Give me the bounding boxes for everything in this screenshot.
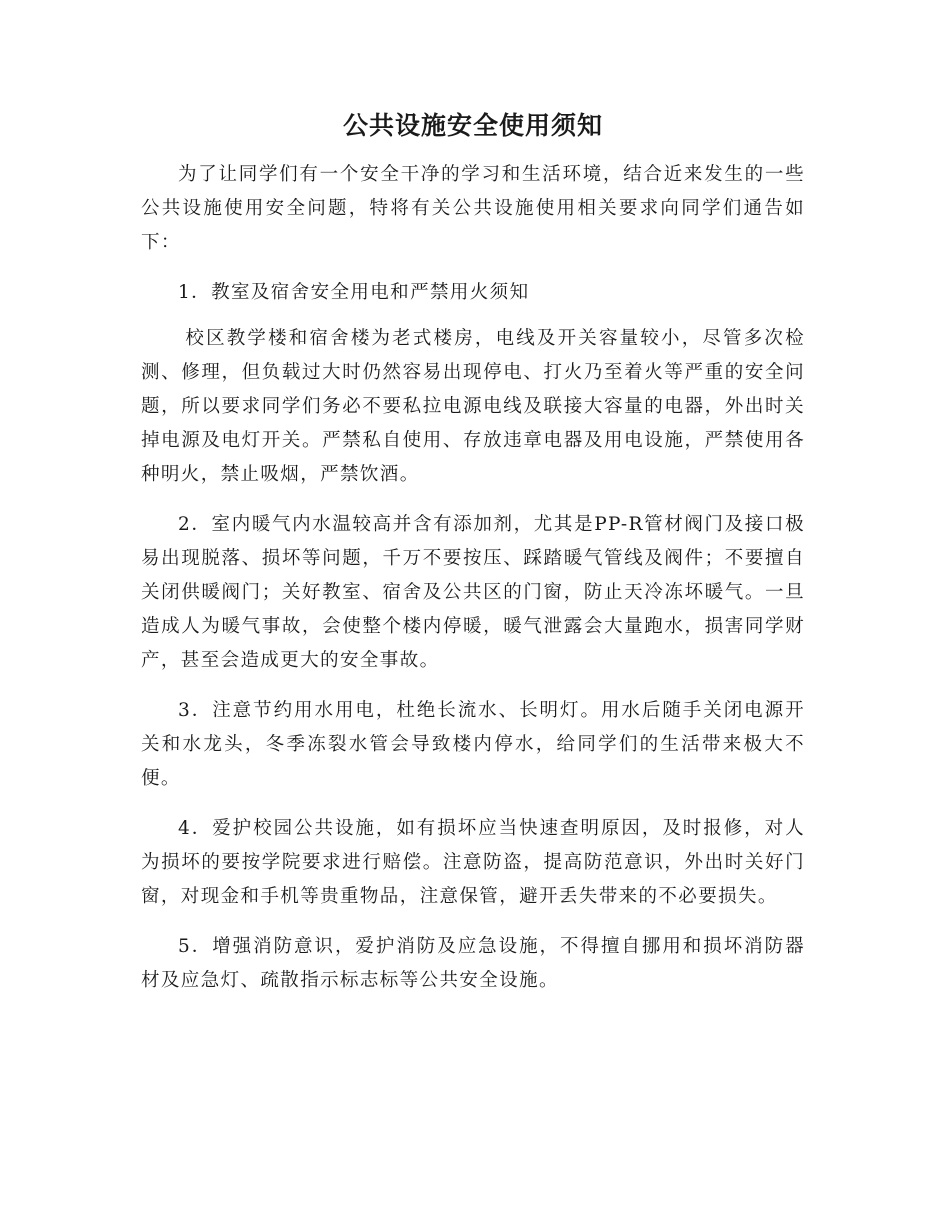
item-1-body: 校区教学楼和宿舍楼为老式楼房，电线及开关容量较小，尽管多次检测、修理，但负载过大时仍然容易出现停电、打火乃至着火等严重的安全问题，所以要求同学们务必不要私拉电源电线及联接大容量的电器，外出时关掉电源及电灯开关。严禁私自使用、存放违章电器及用电设施，严禁使用各种明火，禁止吸烟，严禁饮酒。 bbox=[141, 328, 805, 485]
page-title: 公共设施安全使用须知 bbox=[342, 111, 603, 140]
item-4-paragraph: 4．爱护校园公共设施，如有损坏应当快速查明原因，及时报修，对人为损坏的要按学院要求进行赔偿。注意防盗，提高防范意识，外出时关好门窗，对现金和手机等贵重物品，注意保管，避开丢失带来的不必要损失。 bbox=[141, 818, 805, 907]
intro-paragraph: 为了让同学们有一个安全干净的学习和生活环境，结合近来发生的一些公共设施使用安全问题，特将有关公共设施使用相关要求向同学们通告如下： bbox=[141, 164, 805, 253]
item-3-paragraph: 3．注意节约用水用电，杜绝长流水、长明灯。用水后随手关闭电源开关和水龙头，冬季冻裂水管会导致楼内停水，给同学们的生活带来极大不便。 bbox=[141, 700, 805, 789]
item-1-heading: 1．教室及宿舍安全用电和严禁用火须知 bbox=[178, 282, 530, 303]
document-page bbox=[141, 108, 805, 1014]
item-5-paragraph: 5．增强消防意识，爱护消防及应急设施，不得擅自挪用和损坏消防器材及应急灯、疏散指示标志标等公共安全设施。 bbox=[141, 936, 805, 991]
item-2-paragraph: 2．室内暖气内水温较高并含有添加剂，尤其是PP-R管材阀门及接口极易出现脱落、损坏等问题，千万不要按压、踩踏暖气管线及阀件；不要擅自关闭供暖阀门；关好教室、宿舍及公共区的门窗，防止天冷冻坏暖气。一旦造成人为暖气事故，会使整个楼内停暖，暖气泄露会大量跑水，损害同学财产，甚至会造成更大的安全事故。 bbox=[141, 514, 805, 671]
